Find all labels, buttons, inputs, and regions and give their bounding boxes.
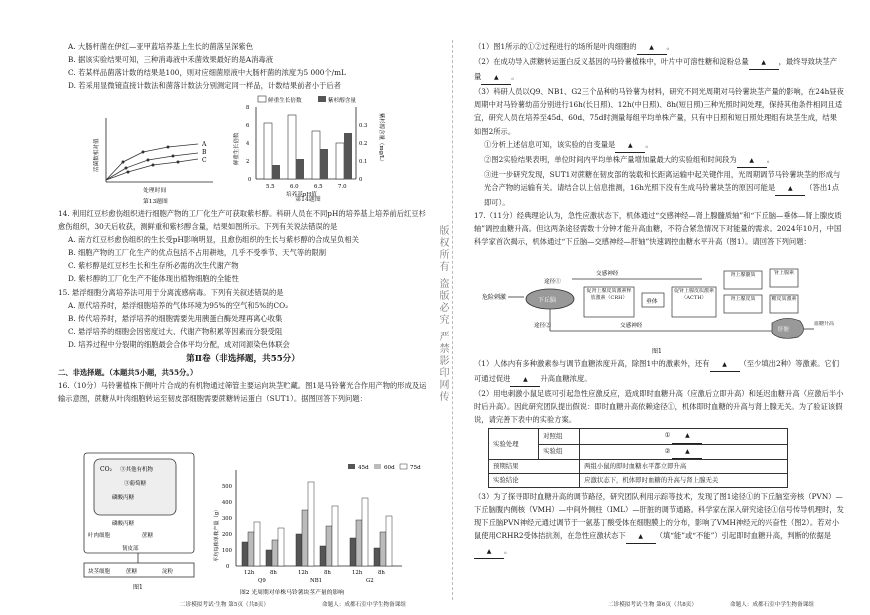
q17-part1c: 升高血糖浓度。 — [540, 374, 592, 384]
answer-blank: ▲ — [710, 357, 740, 372]
fig13-curve-c: C — [202, 157, 207, 164]
fig2-legend-60d: 60d — [384, 465, 395, 471]
fig13-curve-b: B — [202, 149, 207, 156]
answer-blank: ▲ — [615, 138, 645, 153]
page-divider — [452, 40, 453, 600]
answer-blank: ▲ — [481, 70, 511, 85]
q13-option-c: C. 若某样品菌落计数的结果是100，则对应细菌原液中大肠杆菌的浓度为5 000个/mL — [68, 68, 346, 78]
table-head-treatment: 实验处理 — [489, 429, 539, 459]
fig14-xlabel: 培养基pH值 — [286, 192, 317, 198]
q14-option-a: A. 南方红豆杉愈伤组织的生长受pH影响明显，且愈伤组织的生长与紫杉醇的合成呈负相关 — [68, 235, 359, 245]
q13-option-d: D. 若采用显微镜直接计数法和菌落计数法分别测定同一样品，计数结果前者小于后者 — [68, 81, 341, 91]
fig17-liver: 肝脏 — [778, 327, 790, 333]
q16-part3-tail: （答出1点即可）。 — [484, 182, 840, 208]
fig2-group-nb1: NB1 — [310, 578, 323, 584]
q16-part1: （1）图1所示的①②过程进行的场所是叶肉细胞的 — [474, 42, 637, 51]
svg-text:0: 0 — [359, 177, 363, 183]
q14-stem: 14. 利用红豆杉愈伤组织进行细胞产物的工厂化生产可获取紫杉醇。科研人员在不同pH的培养基上培养前后红豆杉愈伤组织，30天后收获，测鲜重和紫杉醇含量，结果如图所示。下列有关说法错误的是 — [58, 209, 426, 232]
table-experiment: 实验组 — [539, 444, 580, 459]
table-c2: ② — [664, 446, 671, 455]
left-column-lower — [58, 207, 428, 405]
fig2-group-q9: Q9 — [258, 578, 266, 584]
q16-part3-1: ①分析上述信息可知，该实验的自变量是 — [484, 139, 616, 149]
svg-text:400: 400 — [222, 500, 232, 506]
svg-text:0.2: 0.2 — [359, 141, 368, 147]
fig14-legend1: 鲜重生长倍数 — [268, 98, 302, 104]
q15-option-b: B. 传代培养时，悬浮培养的细胞需要先用胰蛋白酶处理再离心收集 — [68, 313, 283, 323]
q16-part3: （3）科研人员以Q9、NB1、G2三个品种的马铃薯为材料，研究不同光周期对马铃薯块茎产量的影响，在24h昼夜周期中对马铃薯幼苗分别进行16h(长日照)、12h(中日照)、8h(短日照)三种光照时间处理，保持其他条件相同且适宜，研究人员在培养至45d、60d、75d时测量每组平均单株产量，只有中日照和短日照处理组有块茎生成，结果如图2所示。 — [474, 87, 844, 136]
q17-part3: （3）为了探寻即时血糖升高的调节路径，研究团队利用示踪等技术，发现了图1途径①的下丘脑室旁核（PVN）—下丘脑腹内侧核（VMH）—中间外侧柱（IML）—肝脏的调节通路。科学家在深入研究途径①信号传导机理时，发现下丘脑PVN神经元通过调节于一氨基丁酸受体在细胞膜上的分布，影响了VMH神经元的兴奋性（图2）。若对小鼠使用CRHR2受体拮抗剂，在急性应激状态下 — [474, 491, 844, 541]
fig2-nb1-8h: 8h — [324, 570, 331, 576]
fig2-group-g2: G2 — [366, 578, 374, 584]
svg-text:200: 200 — [222, 532, 232, 538]
q17-part3b: （填“能”或“不能”）引起即时血糖升高，判断的依据是 — [655, 531, 832, 541]
q14-option-d: D. 紫杉醇的工厂化生产不能体现出植物细胞的全能性 — [68, 274, 239, 284]
q13-option-a: A. 大肠杆菌在伊红—亚甲蓝培养基上生长的菌落呈深紫色 — [68, 42, 254, 51]
fig17-pituitary: 垂体 — [646, 299, 658, 305]
fig1-cell: 叶肉细胞 — [88, 533, 111, 539]
footer-left-author: 命题人：成都石室中学生物备课组 — [322, 602, 406, 608]
footer-right-author: 命题人：成都石室中学生物备课组 — [730, 602, 814, 608]
right-column: （1）图1所示的①②过程进行的场所是叶肉细胞的 ▲ 。 （2）在成功导入蔗糖转运蛋白反义基因的马铃薯植株中，叶片中可溶性糖和淀粉总量 ▲ ，最终导致块茎产量 ▲ 。 （3）科研人员以Q9、NB1、G2三个品种的马铃薯为材料，研究不同光周期对马铃薯块茎产量的影响，在24h昼夜周期中对马铃薯幼苗分别进行16h(长日照)、12h(中日照)、8h(短日照)三种光照时间处理，保持其他条件相同且适宜，研究人员在培养至45d、60d、75d时测量每组平均单株产量，只有中日照和短日照处理组有块茎生成，结果如图2所示。 ①分析上述信息可知，该实验的自变量是 ▲ 。 ②图2实验结果表明，单位时间内平均单株产量增加量最大的实验组和时间段为 ▲ 。 ③进一步研究发现，SUT1对蔗糖在韧皮部的装载和长距离运输中起关键作用，光周期调节马铃薯块茎的形成与光合产物的运输有关。请结合以上信息推测，16h光照下没有生成马铃薯块茎的原因可能是 ▲ （答出1点即可）。 17.（11分）经典理论认为，急性应激状态下，机体通过“交感神经—肾上腺髓质轴”和“下丘脑—垂体—肾上腺皮质轴”调控血糖升高。但这两条途径需数十分钟才能升高血糖，不符合紧急情况下对能量的需求。2024年10月，中国科学家首次揭示，机体通过“下丘脑—交感神经—肝轴”快速调控血糖水平升高（图1）。请回答下列问题： — [474, 40, 844, 248]
fig17-crh: 促肾上腺皮质激素释放激素（CRH） — [586, 288, 632, 301]
fig13-ylabel: 活菌数相对值 — [94, 138, 100, 172]
fig2-caption: 图2 光周期对单株马铃薯块茎产量的影响 — [240, 590, 345, 596]
fig1-co2: CO₂ — [100, 466, 112, 473]
fig14-ylabel-right: 紫杉醇含量（mg/L） — [378, 113, 384, 165]
fig2-g2-12h: 12h — [352, 570, 363, 576]
part2-head: 二、非选择题。（本题共5小题，共55分。） — [58, 368, 198, 378]
answer-blank: ▲ — [672, 445, 702, 459]
fig2-legend-75d: 75d — [410, 465, 421, 471]
answer-blank: ▲ — [737, 153, 767, 168]
fig17-path1: 途径① — [544, 279, 561, 285]
svg-text:300: 300 — [222, 516, 232, 522]
table-expected-val: 两组小鼠的即时血糖水平都立即升高 — [580, 459, 788, 473]
fig2-g2-8h: 8h — [378, 570, 385, 576]
fig17-acth: 促肾上腺皮质激素（ACTH） — [673, 288, 714, 301]
q16-part2b: ，最终导致块茎产量 — [474, 57, 837, 82]
fig14-ylabel-left: 鲜重生长倍数 — [234, 132, 240, 165]
fig17-danger: 危险刺激 — [482, 294, 507, 301]
svg-text:8: 8 — [246, 105, 250, 111]
answer-blank: ▲ — [474, 544, 504, 559]
fig17-sympathetic-2: 交感神经 — [620, 323, 643, 329]
fig17-sympathetic: 交感神经 — [596, 271, 619, 277]
fig1-tuber2: 蔗糖 — [126, 569, 138, 575]
right-column-lower: （1）人体内有多种激素参与调节血糖浓度升高，除图1中的激素外，还有 ▲ （至少填出2种）等激素。它们可通过促进 ▲ 升高血糖浓度。 （2）用电刺激小鼠足底可引起急性应激反应，造成即时血糖升高（应激后立即升高）和延迟血糖升高（应激后半小时后升高）。因此研究团队提出假说：即时血糖升高依赖途径①，机体即时血糖的升高与肾上腺无关。为了验证该假说，请完善下表中的实验方案。 实验处理 对照组 ① ▲ 实验组 ② ▲ 预期结果 两组小鼠的即时血糖水平都立即升高 实验结论 应激状态下，机体即时血糖的升高与肾上腺无关 （3）为了探寻即时血糖升高的调节路径，研究团队利用示踪等技术，发现了图1途径①的下丘脑室旁核（PVN）—下丘脑腹内侧核（VMH）—中间外侧柱（IML）—肝脏的调节通路。科学家在深入研究途径①信号传导机理时，发现下丘脑PVN神经元通过调节于一氨基丁酸受体在细胞膜上的分布，影响了VMH神经元的兴奋性（图2）。若对小鼠使用CRHR2受体拮抗剂，在急性应激状态下 ▲ （填“能”或“不能”）引起即时血糖升高，判断的依据是▲ 。 — [474, 357, 844, 559]
q17-part1: （1）人体内有多种激素参与调节血糖浓度升高，除图1中的激素外，还有 — [474, 359, 710, 368]
q17-experiment-table — [488, 428, 788, 487]
q14-option-c: C. 紫杉醇是红豆杉生长和生存所必需的次生代谢产物 — [68, 261, 239, 271]
footer-right-page6: 二诊模拟考试·生物 第6页（共8页） — [608, 602, 697, 608]
fig17-glucose: 血糖升高 — [814, 321, 835, 327]
q15-option-c: C. 悬浮培养的细胞会因密度过大、代谢产物积累等因素而分裂受阻 — [68, 326, 283, 336]
svg-text:6.5: 6.5 — [314, 184, 323, 190]
fig13-xlabel: 处理时间 — [143, 188, 167, 194]
fig14-caption: 第14题图 — [295, 196, 321, 203]
answer-blank: ▲ — [775, 181, 805, 196]
fig1-tuber1: 块茎细胞 — [88, 569, 111, 575]
fig1-pool: ③其他有机物 — [120, 467, 154, 473]
q15-stem: 15. 悬浮细胞分离培养法可用于分离流感病毒。下列有关叙述错误的是 — [58, 287, 284, 297]
q17-figure-1 — [480, 265, 840, 357]
svg-text:0: 0 — [226, 564, 230, 570]
fig2-q9-12h: 12h — [244, 570, 255, 576]
svg-text:5.5: 5.5 — [266, 184, 275, 190]
q14-option-b: B. 细胞产物的工厂化生产的优点包括不占用耕地，几乎不受季节、天气等的限制 — [68, 248, 327, 258]
part2-title: 第Ⅱ卷（非选择题，共55分） — [186, 354, 300, 365]
fig1-pi: 磷酸丙糖 — [112, 521, 135, 527]
svg-text:500: 500 — [222, 484, 232, 490]
svg-text:100: 100 — [222, 548, 232, 554]
q17-stem: 17.（11分）经典理论认为，急性应激状态下，机体通过“交感神经—肾上腺髓质轴”和“下丘脑—垂体—肾上腺皮质轴”调控血糖升高。但这两条途径需数十分钟才能升高血糖，不符合紧急情况下对能量的需求。2024年10月，中国科学家首次揭示，机体通过“下丘脑—交感神经—肝轴”快速调控血糖水平升高（图1）。请回答下列问题： — [474, 211, 842, 247]
answer-blank: ▲ — [672, 429, 702, 443]
svg-text:7.0: 7.0 — [338, 184, 347, 190]
q16-part2: （2）在成功导入蔗糖转运蛋白反义基因的马铃薯植株中，叶片中可溶性糖和淀粉总量 — [474, 57, 749, 67]
fig17-cortisol: 糖皮质激素 — [771, 296, 797, 302]
copyright-side-text: 版权所有 盗版必究 严禁影印网传 — [437, 225, 448, 404]
figure-14 — [228, 93, 388, 204]
svg-text:0.3: 0.3 — [359, 123, 368, 129]
fig17-hypothalamus: 下丘脑 — [538, 297, 557, 304]
fig17-adrenaline: 肾上腺素 — [773, 270, 794, 276]
answer-blank: ▲ — [637, 40, 667, 55]
fig13-caption: 第13题图 — [143, 199, 168, 204]
footer-left-page5: 二诊模拟考试·生物 第5页（共8页） — [180, 602, 269, 608]
q15-option-a: A. 原代培养时，悬浮细胞培养的气体环境为95%的空气和5%的CO₂ — [68, 300, 289, 310]
fig13-curve-a: A — [202, 141, 207, 148]
fig17-caption: 图1 — [652, 348, 662, 355]
fig2-q9-8h: 8h — [270, 570, 277, 576]
table-c1: ① — [664, 431, 671, 440]
svg-text:4: 4 — [246, 141, 250, 147]
left-column — [58, 40, 428, 92]
q13-option-b: B. 据该实验结果可知，三种消毒液中禾菌效果最好的是A消毒液 — [68, 55, 273, 65]
svg-text:0.1: 0.1 — [359, 159, 368, 165]
fig17-adrenal-medulla: 肾上腺髓质 — [730, 272, 756, 278]
table-control: 对照组 — [539, 429, 580, 444]
fig2-legend-45d: 45d — [358, 465, 369, 471]
fig1-sugar: ③葡萄糖 — [124, 481, 147, 487]
fig2-nb1-12h: 12h — [298, 570, 309, 576]
q16-stem: 16.（10分）马铃薯植株下侧叶片合成的有机物通过筛管主要运向块茎贮藏。图1是马铃薯光合作用产物的形成及运输示意图，蔗糖从叶肉细胞转运至韧皮部细胞需要蔗糖转运蛋白（SUT1）。据图回答下列问题： — [58, 381, 427, 404]
fig1-caption: 图1 — [133, 584, 143, 591]
answer-blank: ▲ — [626, 529, 656, 544]
fig14-legend2: 紫杉醇含量 — [328, 98, 356, 104]
fig17-path2: 途径② — [534, 323, 551, 329]
table-expected: 预期结果 — [489, 459, 580, 473]
answer-blank: ▲ — [749, 55, 779, 70]
answer-blank: ▲ — [510, 372, 540, 387]
fig2-ylabel: 平均每株单株产量（g） — [214, 506, 220, 562]
fig1-sucrose: 蔗糖 — [142, 533, 154, 539]
figure-13 — [88, 112, 218, 204]
svg-text:0: 0 — [248, 177, 252, 183]
fig1-starch: 磷酸丙糖 — [112, 495, 135, 501]
q15-option-d: D. 培养过程中分裂期的细胞最会合体平均分配，成对同源染色体联会 — [68, 339, 290, 349]
q16-figure-2 — [212, 462, 437, 600]
q17-part2: （2）用电刺激小鼠足底可引起急性应激反应，造成即时血糖升高（应激后立即升高）和延迟血糖升高（应激后半小时后升高）。因此研究团队提出假说：即时血糖升高依赖途径①，机体即时血糖的升高与肾上腺无关。为了验证该假说，请完善下表中的实验方案。 — [474, 389, 844, 425]
fig1-tuber3: 淀粉 — [162, 569, 174, 575]
q16-figure-1 — [78, 447, 208, 595]
svg-text:6.0: 6.0 — [290, 184, 299, 190]
q16-part3-3: ③进一步研究发现，SUT1对蔗糖在韧皮部的装载和长距离运输中起关键作用，光周期调节马铃薯块茎的形成与光合产物的运输有关。请结合以上信息推测，16h光照下没有生成马铃薯块茎的原因可能是 — [484, 169, 841, 192]
table-conclusion-val: 应激状态下，机体即时血糖的升高与肾上腺无关 — [580, 473, 788, 487]
svg-text:2: 2 — [246, 159, 250, 165]
fig17-adrenal-cortex: 肾上腺皮质 — [730, 296, 756, 302]
fig1-phloem: 韧皮部 — [122, 546, 139, 552]
svg-text:6: 6 — [246, 123, 250, 129]
q17-part1b: （至少填出2种）等激素。它们可通过促进 — [474, 359, 840, 384]
q16-part3-2: ②图2实验结果表明，单位时间内平均单株产量增加量最大的实验组和时间段为 — [484, 154, 737, 164]
table-conclusion: 实验结论 — [489, 473, 580, 487]
